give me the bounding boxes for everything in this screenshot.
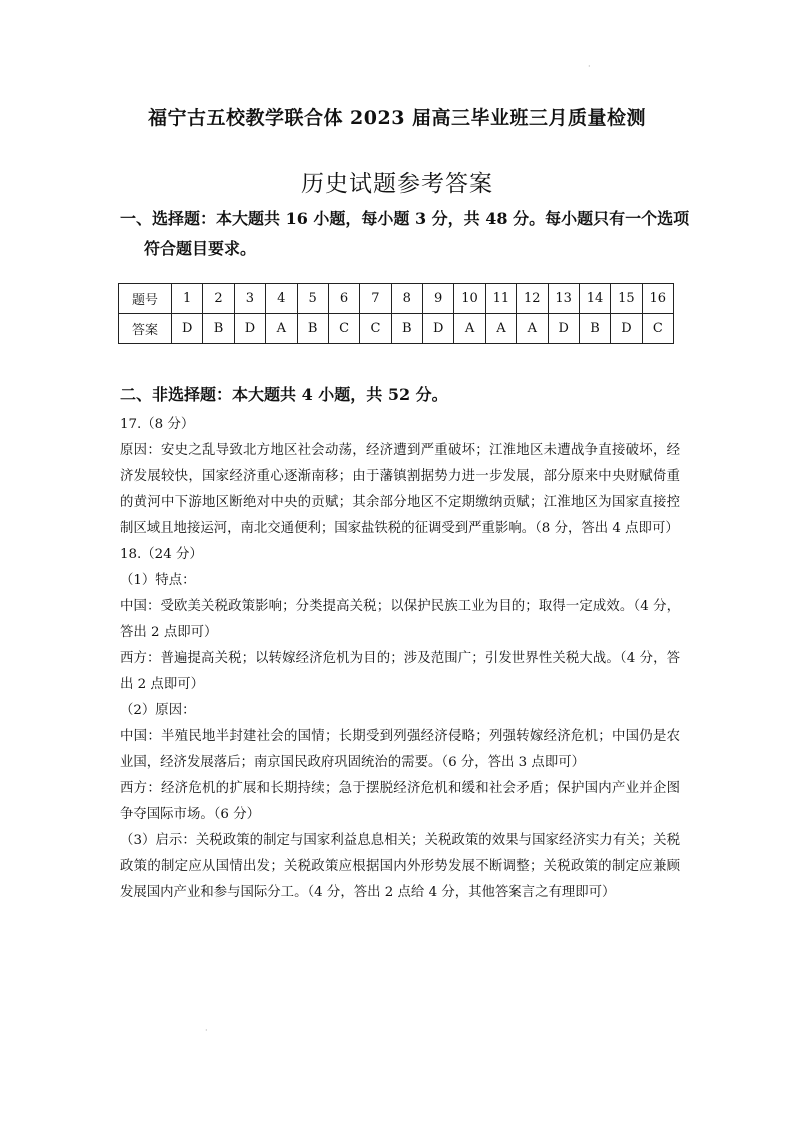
question-number: 1 — [172, 284, 203, 314]
question-number: 3 — [234, 284, 265, 314]
q18-part1-heading: （1）特点： — [120, 573, 196, 588]
answer-table — [118, 283, 674, 344]
row-label-answer: 答案 — [119, 314, 172, 344]
question-number: 16 — [642, 284, 673, 314]
answer-cell: B — [579, 314, 610, 344]
question-number: 11 — [485, 284, 516, 314]
q17-answer: 原因：安史之乱导致北方地区社会动荡，经济遭到严重破坏；江淮地区未遭战争直接破坏，经济发展较快，国家经济重心逐渐南移；由于藩镇割据势力进一步发展，部分原来中央财赋倚重的黄河中下游地区断绝对中央的贡赋；其余部分地区不定期缴纳贡赋；江淮地区为国家直接控制区域且地接运河，南北交通便利；国家盐铁税的征调受到严重影响。（8 分，答出 4 点即可） — [120, 443, 680, 536]
question-number: 6 — [328, 284, 359, 314]
section1-line2: 符合题目要求。 — [144, 239, 257, 258]
answer-cell: B — [203, 314, 234, 344]
question-number: 10 — [454, 284, 485, 314]
answer-cell: C — [642, 314, 673, 344]
q18-heading: 18.（24 分） — [120, 547, 203, 562]
question-number: 14 — [579, 284, 610, 314]
section2-heading: 二、非选择题：本大题共 4 小题，共 52 分。 — [120, 385, 448, 404]
answer-cell: D — [611, 314, 642, 344]
q18-part2-west: 西方：经济危机的扩展和长期持续；急于摆脱经济危机和缓和社会矛盾；保护国内产业并企图争夺国际市场。（6 分） — [120, 781, 680, 822]
question-number: 12 — [517, 284, 548, 314]
section1-heading — [120, 204, 690, 264]
question-number: 2 — [203, 284, 234, 314]
answer-table-row-answers — [119, 314, 674, 344]
answer-cell: B — [297, 314, 328, 344]
q17-heading: 17.（8 分） — [120, 417, 195, 432]
answer-cell: C — [360, 314, 391, 344]
page-title: 福宁古五校教学联合体 2023 届高三毕业班三月质量检测 — [147, 107, 647, 129]
question-number: 5 — [297, 284, 328, 314]
page-mark-bottom: · — [205, 1026, 208, 1035]
answer-cell: A — [266, 314, 297, 344]
question-number: 7 — [360, 284, 391, 314]
question-number: 15 — [611, 284, 642, 314]
answer-cell: D — [234, 314, 265, 344]
row-label-number: 题号 — [119, 284, 172, 314]
question-number: 4 — [266, 284, 297, 314]
answer-cell: B — [391, 314, 422, 344]
q18-part2-heading: （2）原因： — [120, 703, 196, 718]
question-number: 13 — [548, 284, 579, 314]
answer-cell: A — [517, 314, 548, 344]
section1-line1: 一、选择题：本大题共 16 小题，每小题 3 分，共 48 分。每小题只有一个选项 — [120, 209, 690, 228]
answer-cell: A — [485, 314, 516, 344]
page-subtitle: 历史试题参考答案 — [301, 171, 493, 197]
page-mark-top: · — [588, 62, 591, 71]
q18-part3: （3）启示：关税政策的制定与国家利益息息相关；关税政策的效果与国家经济实力有关；关税政策的制定应从国情出发；关税政策应根据国内外形势发展不断调整；关税政策的制定应兼顾发展国内产业和参与国际分工。（4 分，答出 2 点给 4 分，其他答案言之有理即可） — [120, 833, 680, 900]
answer-cell: D — [172, 314, 203, 344]
answer-cell: D — [423, 314, 454, 344]
q18-part2-china: 中国：半殖民地半封建社会的国情；长期受到列强经济侵略；列强转嫁经济危机；中国仍是农业国，经济发展落后；南京国民政府巩固统治的需要。（6 分，答出 3 点即可） — [120, 729, 680, 770]
answer-cell: C — [328, 314, 359, 344]
answer-body — [120, 412, 680, 906]
question-number: 9 — [423, 284, 454, 314]
q18-part1-west: 西方：普遍提高关税；以转嫁经济危机为目的；涉及范围广；引发世界性关税大战。（4 分，答出 2 点即可） — [120, 651, 680, 692]
answer-cell: D — [548, 314, 579, 344]
question-number: 8 — [391, 284, 422, 314]
answer-cell: A — [454, 314, 485, 344]
answer-table-row-numbers — [119, 284, 674, 314]
q18-part1-china: 中国：受欧美关税政策影响；分类提高关税；以保护民族工业为目的；取得一定成效。（4 分，答出 2 点即可） — [120, 599, 680, 640]
